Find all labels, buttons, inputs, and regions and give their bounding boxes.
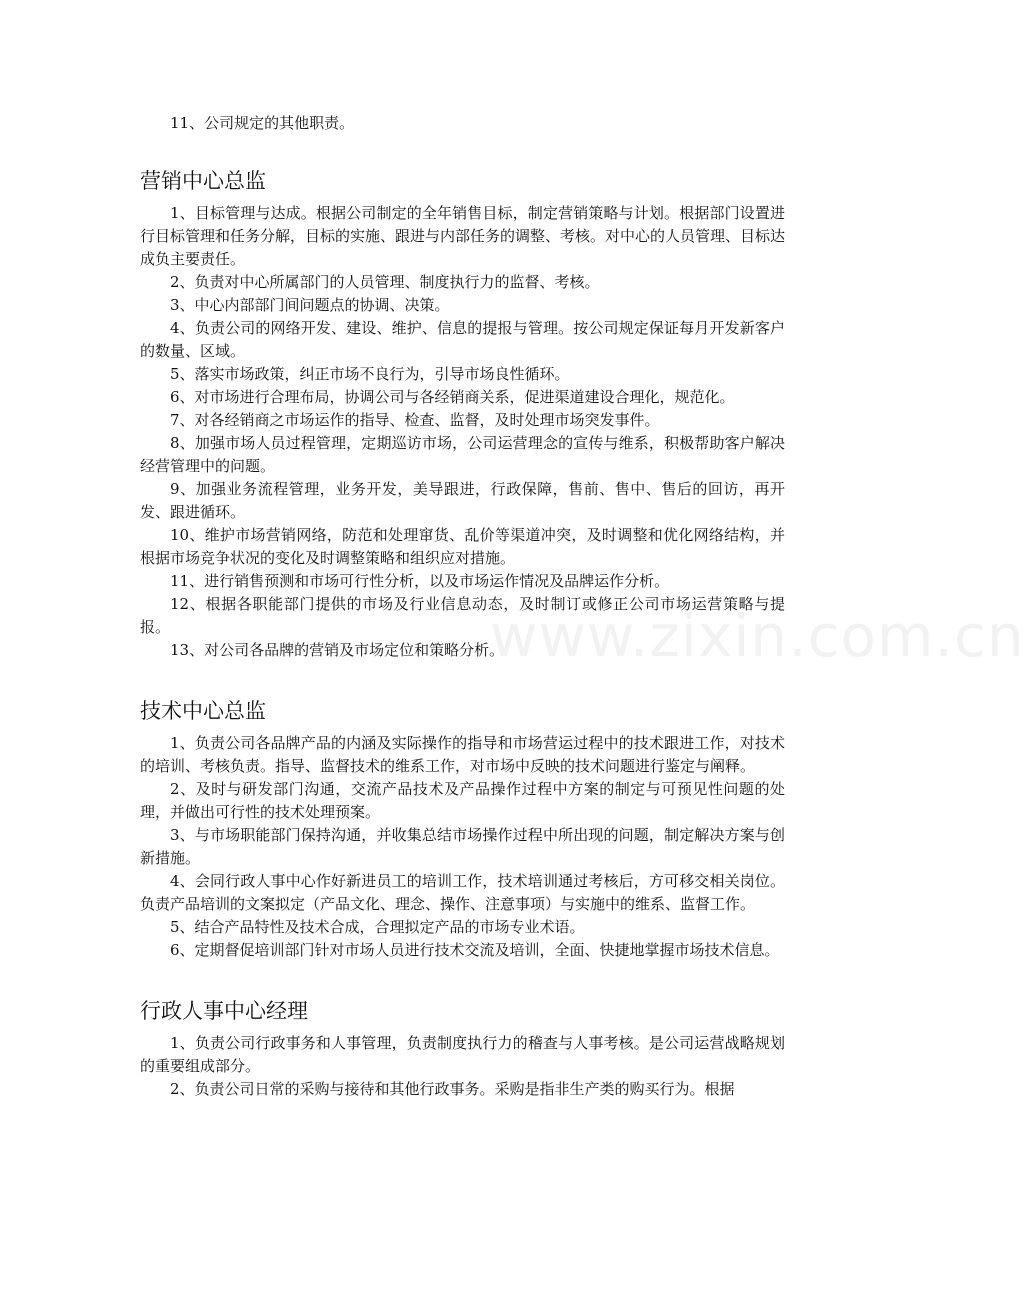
- watermark: www.zixin.com.cn: [490, 602, 1025, 670]
- list-item: 1、负责公司各品牌产品的内涵及实际操作的指导和市场营运过程中的技术跟进工作，对技术的培训、考核负责。指导、监督技术的维系工作，对市场中反映的技术问题进行鉴定与阐释。: [140, 734, 785, 775]
- list-item: 10、维护市场营销网络，防范和处理窜货、乱价等渠道冲突，及时调整和优化网络结构，并根据市场竞争状况的变化及时调整策略和组织应对措施。: [140, 526, 785, 567]
- list-item: 6、定期督促培训部门针对市场人员进行技术交流及培训，全面、快捷地掌握市场技术信息。: [170, 941, 780, 959]
- list-item: 11、进行销售预测和市场可行性分析，以及市场运作情况及品牌运作分析。: [170, 572, 670, 590]
- list-item: 9、加强业务流程管理，业务开发，美导跟进，行政保障，售前、售中、售后的回访，再开发、跟进循环。: [140, 480, 785, 521]
- list-item: 6、对市场进行合理布局，协调公司与各经销商关系，促进渠道建设合理化，规范化。: [170, 388, 735, 406]
- section-admin-hr-manager: [140, 1032, 785, 1101]
- list-item: 5、落实市场政策，纠正市场不良行为，引导市场良性循环。: [170, 365, 570, 383]
- list-item: 8、加强市场人员过程管理，定期巡访市场，公司运营理念的宣传与维系，积极帮助客户解决经营管理中的问题。: [140, 434, 785, 475]
- list-item: 5、结合产品特性及技术合成，合理拟定产品的市场专业术语。: [170, 918, 585, 936]
- list-item: 2、负责公司日常的采购与接待和其他行政事务。采购是指非生产类的购买行为。根据: [170, 1080, 735, 1098]
- list-item: 4、会同行政人事中心作好新进员工的培训工作，技术培训通过考核后，方可移交相关岗位。负责产品培训的文案拟定（产品文化、理念、操作、注意事项）与实施中的维系、监督工作。: [140, 872, 785, 913]
- list-item: 13、对公司各品牌的营销及市场定位和策略分析。: [170, 641, 505, 659]
- section-technical-director: [140, 732, 785, 962]
- list-item: 3、中心内部部门间问题点的协调、决策。: [170, 296, 450, 314]
- list-item: 4、负责公司的网络开发、建设、维护、信息的提报与管理。按公司规定保证每月开发新客户的数量、区域。: [140, 319, 785, 360]
- section-title-marketing-director: 营销中心总监: [140, 169, 266, 193]
- section-title-admin-hr-manager: 行政人事中心经理: [140, 999, 308, 1023]
- section-title-technical-director: 技术中心总监: [140, 699, 266, 723]
- list-item: 12、根据各职能部门提供的市场及行业信息动态，及时制订或修正公司市场运营策略与提报。: [140, 595, 785, 636]
- list-item: 2、负责对中心所属部门的人员管理、制度执行力的监督、考核。: [170, 273, 600, 291]
- list-item: 2、及时与研发部门沟通，交流产品技术及产品操作过程中方案的制定与可预见性问题的处理，并做出可行性的技术处理预案。: [140, 780, 785, 821]
- list-item: 1、目标管理与达成。根据公司制定的全年销售目标，制定营销策略与计划。根据部门设置进行目标管理和任务分解，目标的实施、跟进与内部任务的调整、考核。对中心的人员管理、目标达成负主要责任。: [140, 204, 786, 268]
- intro-item-1: 11、公司规定的其他职责。: [170, 114, 355, 132]
- list-item: 7、对各经销商之市场运作的指导、检查、监督，及时处理市场突发事件。: [170, 411, 660, 429]
- document-page: [140, 112, 785, 1101]
- list-item: 1、负责公司行政事务和人事管理，负责制度执行力的稽查与人事考核。是公司运营战略规划的重要组成部分。: [140, 1034, 785, 1075]
- list-item: 3、与市场职能部门保持沟通，并收集总结市场操作过程中所出现的问题，制定解决方案与创新措施。: [140, 826, 785, 867]
- section-marketing-director: [140, 202, 785, 662]
